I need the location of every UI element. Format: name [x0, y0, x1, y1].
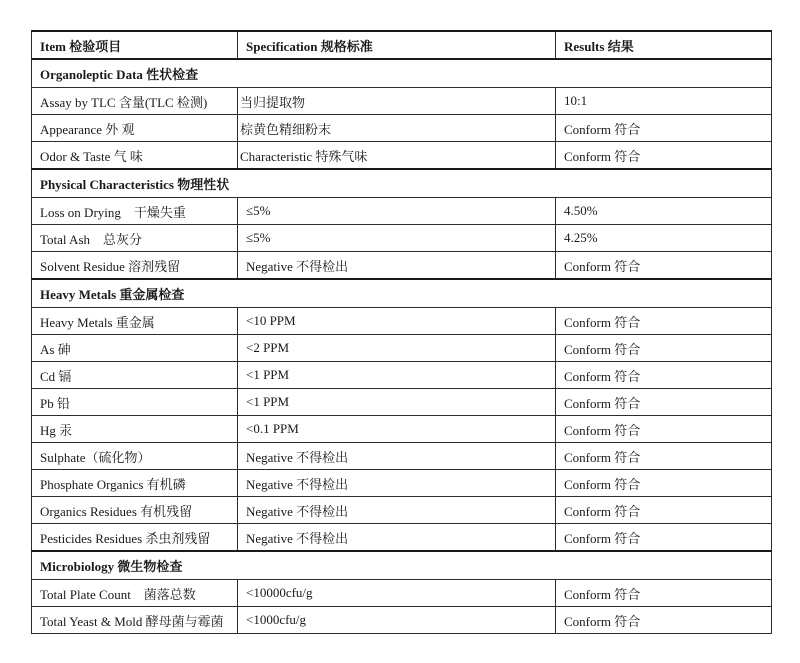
spec-cell: 当归提取物 [238, 88, 556, 115]
spec-cell: 棕黄色精细粉末 [238, 115, 556, 142]
spec-cell: ≤5% [238, 198, 556, 225]
table-row [32, 88, 772, 115]
spec-cell: Characteristic 特殊气味 [238, 142, 556, 170]
table-row [32, 389, 772, 416]
item-cell: Total Ash 总灰分 [32, 225, 238, 252]
section-title: Heavy Metals 重金属检查 [32, 279, 772, 308]
result-cell: Conform 符合 [556, 416, 772, 443]
result-cell: 10:1 [556, 88, 772, 115]
coa-table [31, 30, 772, 634]
result-cell: Conform 符合 [556, 443, 772, 470]
table-row [32, 497, 772, 524]
result-cell: 4.50% [556, 198, 772, 225]
spec-cell: Negative 不得检出 [238, 443, 556, 470]
result-cell: Conform 符合 [556, 470, 772, 497]
table-header-row [32, 31, 772, 59]
specification-sheet [31, 30, 771, 634]
table-row [32, 470, 772, 497]
spec-cell: ≤5% [238, 225, 556, 252]
spec-cell: <1000cfu/g [238, 607, 556, 634]
section-title: Physical Characteristics 物理性状 [32, 169, 772, 198]
column-header-results: Results 结果 [556, 31, 772, 59]
spec-cell: <1 PPM [238, 389, 556, 416]
spec-cell: Negative 不得检出 [238, 470, 556, 497]
result-cell: Conform 符合 [556, 497, 772, 524]
table-row [32, 524, 772, 552]
item-cell: Phosphate Organics 有机磷 [32, 470, 238, 497]
item-cell: Loss on Drying 干燥失重 [32, 198, 238, 225]
item-cell: Solvent Residue 溶剂残留 [32, 252, 238, 280]
item-cell: Total Yeast & Mold 酵母菌与霉菌 [32, 607, 238, 634]
result-cell: Conform 符合 [556, 389, 772, 416]
result-cell: Conform 符合 [556, 362, 772, 389]
item-cell: Organics Residues 有机残留 [32, 497, 238, 524]
result-cell: Conform 符合 [556, 115, 772, 142]
item-cell: Heavy Metals 重金属 [32, 308, 238, 335]
table-row [32, 252, 772, 280]
result-cell: Conform 符合 [556, 524, 772, 552]
item-cell: Sulphate（硫化物） [32, 443, 238, 470]
result-cell: 4.25% [556, 225, 772, 252]
spec-cell: <10 PPM [238, 308, 556, 335]
item-cell: As 砷 [32, 335, 238, 362]
table-row [32, 607, 772, 634]
item-cell: Hg 汞 [32, 416, 238, 443]
spec-cell: Negative 不得检出 [238, 252, 556, 280]
table-row [32, 142, 772, 170]
spec-cell: <10000cfu/g [238, 580, 556, 607]
column-header-specification: Specification 规格标准 [238, 31, 556, 59]
section-title: Organoleptic Data 性状检查 [32, 59, 772, 88]
item-cell: Pb 铅 [32, 389, 238, 416]
section-row-physical [32, 169, 772, 198]
result-cell: Conform 符合 [556, 308, 772, 335]
result-cell: Conform 符合 [556, 252, 772, 280]
item-cell: Cd 镉 [32, 362, 238, 389]
table-row [32, 115, 772, 142]
section-title: Microbiology 微生物检查 [32, 551, 772, 580]
table-row [32, 443, 772, 470]
section-row-microbiology [32, 551, 772, 580]
table-row [32, 308, 772, 335]
item-cell: Odor & Taste 气 味 [32, 142, 238, 170]
spec-cell: <1 PPM [238, 362, 556, 389]
table-row [32, 416, 772, 443]
column-header-item: Item 检验项目 [32, 31, 238, 59]
table-row [32, 335, 772, 362]
section-row-organoleptic [32, 59, 772, 88]
item-cell: Appearance 外 观 [32, 115, 238, 142]
table-row [32, 362, 772, 389]
table-row [32, 580, 772, 607]
spec-cell: <2 PPM [238, 335, 556, 362]
table-row [32, 198, 772, 225]
result-cell: Conform 符合 [556, 142, 772, 170]
table-row [32, 225, 772, 252]
spec-cell: <0.1 PPM [238, 416, 556, 443]
result-cell: Conform 符合 [556, 580, 772, 607]
spec-cell: Negative 不得检出 [238, 524, 556, 552]
result-cell: Conform 符合 [556, 607, 772, 634]
spec-cell: Negative 不得检出 [238, 497, 556, 524]
section-row-heavy-metals [32, 279, 772, 308]
result-cell: Conform 符合 [556, 335, 772, 362]
item-cell: Total Plate Count 菌落总数 [32, 580, 238, 607]
item-cell: Pesticides Residues 杀虫剂残留 [32, 524, 238, 552]
item-cell: Assay by TLC 含量(TLC 检测) [32, 88, 238, 115]
